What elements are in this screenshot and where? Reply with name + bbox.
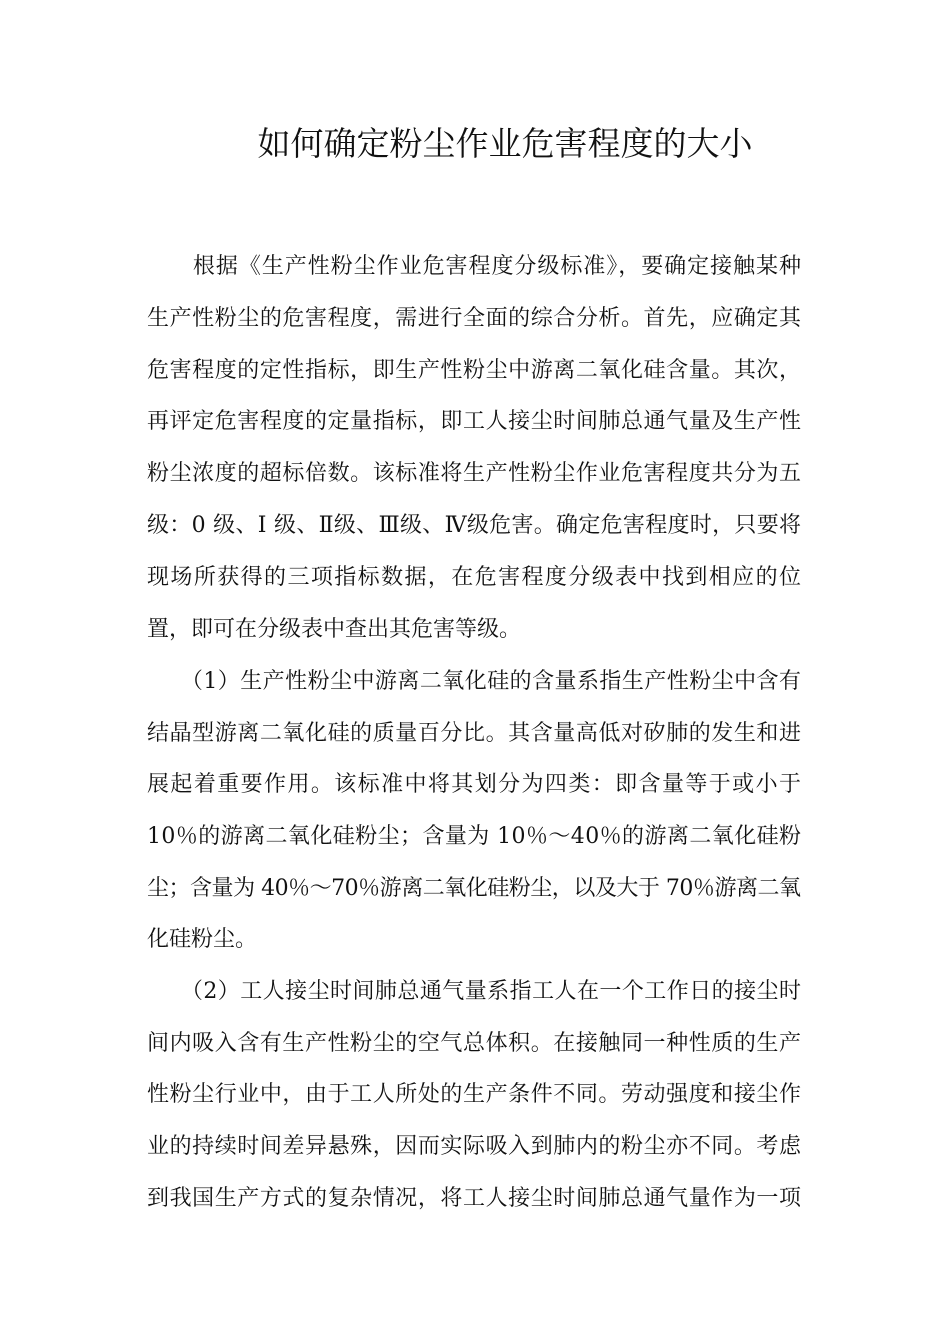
body-line: 级：0 级、I 级、Ⅱ级、Ⅲ级、Ⅳ级危害。确定危害程度时，只要将 xyxy=(147,513,802,538)
body-line: 结晶型游离二氧化硅的质量百分比。其含量高低对矽肺的发生和进 xyxy=(147,721,802,746)
document-title: 如何确定粉尘作业危害程度的大小 xyxy=(257,124,753,163)
body-line: 置，即可在分级表中查出其危害等级。 xyxy=(147,617,522,642)
body-line: 生产性粉尘的危害程度，需进行全面的综合分析。首先，应确定其 xyxy=(147,306,802,331)
body-line: 尘；含量为 40％～70％游离二氧化硅粉尘，以及大于 70％游离二氧 xyxy=(147,876,801,901)
body-line: 10％的游离二氧化硅粉尘；含量为 10％～40％的游离二氧化硅粉 xyxy=(147,824,802,849)
body-line: 化硅粉尘。 xyxy=(147,927,258,952)
body-line: 间内吸入含有生产性粉尘的空气总体积。在接触同一种性质的生产 xyxy=(147,1031,802,1056)
body-line: 业的持续时间差异悬殊，因而实际吸入到肺内的粉尘亦不同。考虑 xyxy=(147,1134,802,1159)
body-line: 现场所获得的三项指标数据，在危害程度分级表中找到相应的位 xyxy=(147,565,803,590)
body-line: 危害程度的定性指标，即生产性粉尘中游离二氧化硅含量。其次， xyxy=(147,358,802,383)
body-line: 粉尘浓度的超标倍数。该标准将生产性粉尘作业危害程度共分为五 xyxy=(147,461,802,486)
body-line: 到我国生产方式的复杂情况，将工人接尘时间肺总通气量作为一项 xyxy=(147,1186,802,1211)
body-line: 展起着重要作用。该标准中将其划分为四类：即含量等于或小于 xyxy=(147,772,803,797)
body-line: 再评定危害程度的定量指标，即工人接尘时间肺总通气量及生产性 xyxy=(147,409,802,434)
body-line: （2）工人接尘时间肺总通气量系指工人在一个工作日的接尘时 xyxy=(147,979,802,1004)
body-line: （1）生产性粉尘中游离二氧化硅的含量系指生产性粉尘中含有 xyxy=(147,669,802,694)
body-line: 根据《生产性粉尘作业危害程度分级标准》，要确定接触某种 xyxy=(147,254,802,279)
body-line: 性粉尘行业中，由于工人所处的生产条件不同。劳动强度和接尘作 xyxy=(147,1082,802,1107)
